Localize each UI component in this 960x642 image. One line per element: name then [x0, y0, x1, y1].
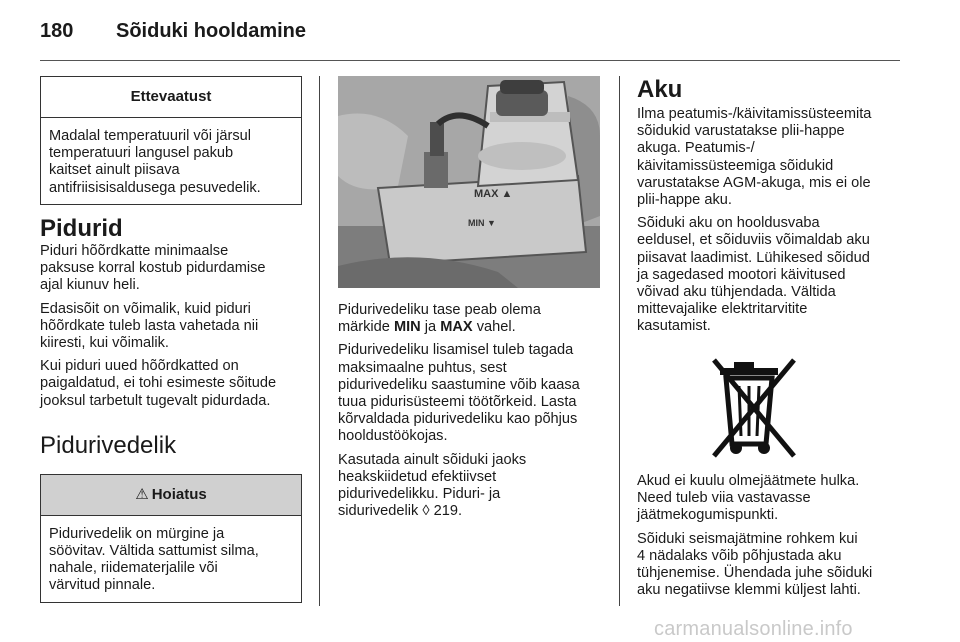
right-column-lower — [637, 473, 901, 605]
brake-fluid-heading: Pidurivedelik — [40, 431, 177, 459]
text-line: Pidurivedelik on mürgine ja — [49, 525, 225, 542]
text-line: piisavat laadimist. Lühikesed sõidud — [637, 249, 870, 266]
brakes-paragraph — [40, 301, 302, 353]
text-line: Need tuleb viia vastavasse — [637, 490, 811, 507]
chapter-title: Sõiduki hooldamine — [116, 20, 307, 42]
column-divider-right — [619, 76, 620, 606]
text-line: 4 nädalaks võib põhjustada aku — [637, 547, 842, 564]
text-line: heakskiidetud efektiivset — [338, 468, 497, 485]
fluid-type-paragraph — [338, 452, 602, 521]
text-line: Sõiduki aku on hooldusvaba — [637, 215, 820, 232]
text-line: Pidurivedeliku lisamisel tuleb tagada — [338, 342, 574, 359]
crossed-out-bin-icon — [706, 352, 802, 460]
text-line: pidurivedeliku saastumine võib kaasa — [338, 376, 580, 393]
text-line: kasutamist. — [637, 318, 711, 335]
text-line: jooksul tarbetult tugevalt pidurdada. — [40, 392, 271, 409]
left-column — [40, 76, 302, 603]
text-line: sõidukid varustatakse plii-happe — [637, 123, 845, 140]
text-line: jäätmekogumispunkti. — [637, 507, 779, 524]
text-line: kaitset ainult piisava — [49, 162, 180, 179]
text-line: paigaldatud, ei tohi esimeste sõitude — [40, 375, 277, 392]
warning-triangle-icon: ⚠ — [135, 485, 149, 503]
text-line: aku negatiivse klemmi küljest lahti. — [637, 582, 861, 599]
caution-box — [40, 76, 302, 205]
text-line: ajal kiunuv heli. — [40, 277, 140, 294]
text-line: Kasutada ainult sõiduki jaoks — [338, 451, 527, 468]
text-line: plii-happe aku. — [637, 192, 732, 209]
text-line: Sõiduki seismajätmine rohkem kui — [637, 530, 858, 547]
caution-text — [41, 118, 301, 207]
brakes-paragraph — [40, 243, 302, 295]
column-divider-left — [319, 76, 320, 606]
text-line: nahale, riidematerjalile või — [49, 560, 218, 577]
text-line: akuga. Peatumis-/ — [637, 140, 755, 157]
warning-box — [40, 474, 302, 603]
text-line: käivitamissüsteemiga sõidukid — [637, 157, 834, 174]
text-line: Edasisõit on võimalik, kuid piduri — [40, 300, 251, 317]
max-keyword: MAX — [440, 319, 473, 336]
battery-heading: Aku — [637, 76, 683, 103]
brake-fluid-reservoir-photo — [338, 76, 600, 288]
page-reference-icon: ◊ — [422, 503, 430, 520]
battery-disposal-paragraph — [637, 473, 901, 525]
text-line: kiiresti, kui võimalik. — [40, 335, 169, 352]
text-line: hõõrdkate tuleb lasta vahetada nii — [40, 317, 259, 334]
battery-storage-paragraph — [637, 531, 901, 600]
min-mark-label: MIN ▼ — [468, 218, 496, 228]
text-line: Akud ei kuulu olmejäätmete hulka. — [637, 473, 860, 489]
text-line: hooldustöökojas. — [338, 428, 448, 445]
text-line: värvitud pinnale. — [49, 577, 156, 594]
reservoir-illustration — [338, 76, 600, 288]
text-line: tühjenemise. Ühendada juhe sõiduki — [637, 565, 873, 582]
text-span: vahel. — [472, 319, 516, 336]
text-line: võivad aku tühjendada. Vältida — [637, 284, 836, 301]
text-line: kõrvaldada pidurivedeliku kao põhjus — [338, 411, 578, 428]
text-span: märkide — [338, 319, 394, 336]
text-line: tuua pidurisüsteemi töötõrkeid. Lasta — [338, 394, 577, 411]
header-rule — [40, 60, 900, 61]
right-column — [637, 76, 901, 342]
text-line: temperatuuri langusel pakub — [49, 145, 234, 162]
text-span: ja — [420, 319, 441, 336]
text-line: ja sagedased mootori käivitused — [637, 266, 846, 283]
warning-title-text: Hoiatus — [151, 485, 207, 503]
text-line: Madalal temperatuuril või järsul — [49, 128, 251, 144]
min-keyword: MIN — [393, 319, 421, 336]
level-paragraph — [338, 302, 602, 336]
text-line: Piduri hõõrdkatte minimaalse — [40, 243, 229, 259]
watermark: carmanualsonline.info — [654, 618, 853, 640]
warning-text — [41, 516, 301, 605]
brakes-paragraph — [40, 358, 302, 410]
page-number: 180 — [40, 20, 74, 42]
text-line: antifriisisisaldusega pesuvedelik. — [49, 179, 261, 196]
text-line: söövitav. Vältida sattumist silma, — [49, 543, 259, 560]
battery-paragraph — [637, 215, 901, 335]
text-line: Kui piduri uued hõõrdkatted on — [40, 358, 239, 375]
page-header — [40, 18, 900, 62]
battery-paragraph — [637, 106, 901, 209]
warning-title — [41, 475, 301, 516]
refill-paragraph — [338, 342, 602, 445]
middle-column — [338, 302, 602, 526]
text-line: mittevajalike elektritarvitite — [637, 301, 808, 318]
text-line: maksimaalne puhtus, sest — [338, 359, 507, 376]
brakes-heading: Pidurid — [40, 215, 123, 242]
max-mark-label: MAX ▲ — [474, 188, 513, 200]
caution-title: Ettevaatust — [41, 77, 301, 118]
text-line: pidurivedelikku. Piduri- ja — [338, 486, 501, 503]
page-reference-link[interactable]: 219. — [433, 503, 463, 520]
text-line: varustatakse AGM-akuga, mis ei ole — [637, 174, 871, 191]
text-line: Pidurivedeliku tase peab olema — [338, 302, 541, 318]
text-span: sidurivedelik — [338, 503, 423, 520]
text-line: eeldusel, et sõiduviis võimaldab aku — [637, 232, 870, 249]
text-line: Ilma peatumis-/käivitamissüsteemita — [637, 106, 872, 122]
text-line: paksuse korral kostub pidurdamise — [40, 260, 266, 277]
